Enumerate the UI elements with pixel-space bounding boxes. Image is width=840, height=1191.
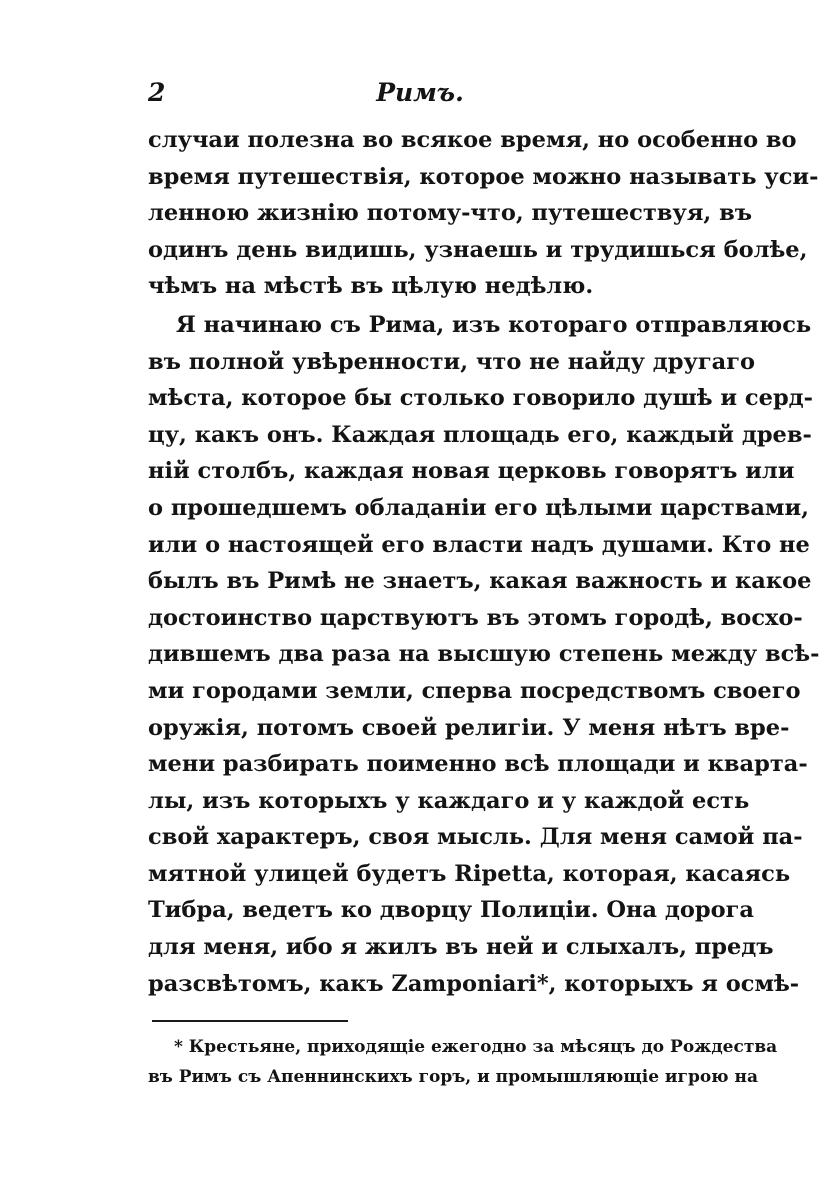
running-title: Римъ. [376,78,464,107]
footnote-divider [152,1020,348,1022]
text-line: оружія, потомъ своей религіи. У меня нѣтъ вре- [148,714,790,741]
text-line: ленною жизнію потому-что, путешествуя, въ [148,200,752,227]
text-line: ній столбъ, каждая новая церковь говорятъ или [148,458,795,485]
text-line: мѣста, которое бы столько говорило душѣ и серд- [148,385,814,412]
text-line: о прошедшемъ обладаніи его цѣлыми царствами, [148,494,809,521]
text-line: случаи полезна во всякое время, но особенно во [148,127,797,153]
text-line: мятной улицей будетъ Ripetta, которая, касаясь [148,860,791,887]
text-line: мени разбирать поименно всѣ площади и кварта- [148,751,808,778]
text-line: время путешествія, которое можно называть уси- [148,163,819,190]
page-header [148,78,692,114]
text-line: свой характеръ, своя мысль. Для меня самой па- [148,824,803,851]
text-line: чѣмъ на мѣстѣ въ цѣлую недѣлю. [148,273,594,300]
text-line: ми городами земли, сперва посредствомъ своего [148,677,801,704]
text-line: или о настоящей его власти надъ душами. Кто не [148,531,810,558]
body-text [148,122,820,1002]
text-line: Я начинаю съ Рима, изъ котораго отправляюсь [176,311,812,338]
text-line: лы, изъ которыхъ у каждаго и у каждой есть [148,787,750,814]
footnote [148,1032,778,1092]
footnote-line: въ Римъ съ Апеннинскихъ горъ, и промышляющіе игрою на [148,1067,758,1087]
text-line: Тибра, ведетъ ко дворцу Полиціи. Она дорога [148,897,754,924]
text-line: былъ въ Римѣ не знаетъ, какая важность и какое [148,568,812,595]
text-line: для меня, ибо я жилъ въ ней и слыхалъ, предъ [148,934,774,961]
text-line: достоинство царствуютъ въ этомъ городѣ, восхо- [148,604,803,631]
text-line: разсвѣтомъ, какъ Zamponiari*, которыхъ я осмѣ- [148,970,800,997]
footnote-line: * Крестьяне, приходящіе ежегодно за мѣсяцъ до Рождества [174,1037,778,1057]
page-number: 2 [148,78,166,107]
text-line: цу, какъ онъ. Каждая площадь его, каждый древ- [148,421,812,448]
text-line: въ полной увѣренности, что не найду другаго [148,348,756,375]
text-line: дившемъ два раза на высшую степень между всѣ- [148,641,820,668]
text-line: одинъ день видишь, узнаешь и трудишься болѣе, [148,236,808,263]
